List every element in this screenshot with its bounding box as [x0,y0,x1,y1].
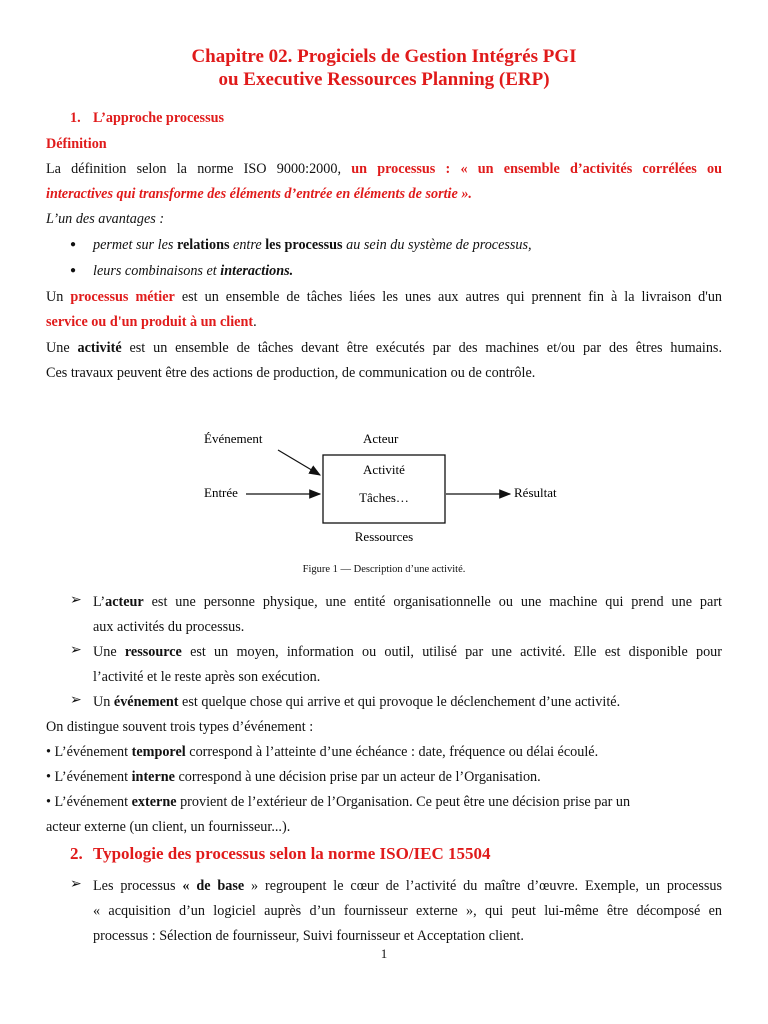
diagram-resultat-label: Résultat [514,485,557,500]
evenement-def [93,693,768,711]
pm-period: . [253,314,257,330]
t3-text2: provient de l’extérieur de l’Organisation. Ce peut être une décision prise par un [176,794,631,810]
activite-line1 [46,339,722,357]
processus-base-line2: « acquisition d’un logiciel auprès d’un fournisseur externe », qui peut lui-même être décomposé en [93,903,722,919]
advantage-1-text3: au sein du système de processus, [342,237,532,253]
event-types-intro: On distingue souvent trois types d’événement : [46,719,314,735]
p1-text: Les processus [93,878,183,894]
diagram-evenement-arrow [278,450,320,475]
activite-line2: Ces travaux peuvent être des actions de production, de communication ou de contrôle. [46,365,536,381]
t2-text2: correspond à une décision prise par un acteur de l’Organisation. [174,769,541,785]
t3-text: • L’événement [46,794,132,810]
evenement-term: événement [113,694,179,710]
act-text: Une [46,340,78,356]
event-type-interne [46,768,722,786]
ressource-def-line1 [93,643,722,661]
diagram-evenement-label: Événement [204,431,263,446]
act-text2: est un ensemble de tâches devant être exécutés par des machines et/ou par des êtres humains. [121,340,723,356]
diagram-acteur-label: Acteur [363,431,399,446]
arrow-bullet-icon: ➢ [70,643,82,658]
activity-diagram [190,420,590,560]
t2-text: • L’événement [46,769,132,785]
acteur-def-line1 [93,593,722,611]
ressource-def-line2: l’activité et le reste après son exécution. [93,669,321,685]
pm-service: service ou d'un produit à un client [46,314,254,330]
advantage-2-interactions: interactions. [220,263,294,279]
ressource-text: Une [93,644,125,660]
diagram-taches-label: Tâches… [359,490,409,505]
processus-metier-line2 [46,313,722,331]
t1-term: temporel [131,744,186,760]
advantage-1-processus: les processus [265,237,343,253]
bullet-dot: ● [70,239,77,250]
definition-line1 [46,160,722,178]
advantage-1 [93,236,768,254]
chapter-title-line1: Chapitre 02. Progiciels de Gestion Intégrés PGI [191,46,577,67]
pm-term: processus métier [70,289,175,305]
act-term: activité [77,340,122,356]
diagram-activite-label: Activité [363,462,405,477]
acteur-term: acteur [105,594,144,610]
section2-number: 2. [70,844,83,863]
pm-text2: est un ensemble de tâches liées les unes aux autres qui prennent fin à la livraison d'un [174,289,723,305]
event-type-externe-line1 [46,793,722,811]
diagram-ressources-label: Ressources [354,529,414,544]
event-type-temporel [46,743,722,761]
arrow-bullet-icon: ➢ [70,593,82,608]
advantages-intro: L’un des avantages : [46,211,165,227]
advantage-1-text2: entre [229,237,266,253]
section2-heading: Typologie des processus selon la norme ISO/IEC 15504 [93,844,491,863]
arrow-bullet-icon: ➢ [70,877,82,892]
advantage-1-text: permet sur les [93,237,177,253]
acteur-text2: est une personne physique, une entité organisationnelle ou une machine qui prend une part [143,594,722,610]
processus-base-line3: processus : Sélection de fournisseur, Suivi fournisseur et Acceptation client. [93,928,524,944]
definition-text: La définition selon la norme ISO 9000:2000, [46,161,352,177]
page-number: 1 [380,946,388,961]
ressource-term: ressource [124,644,182,660]
p1-text2: » regroupent le cœur de l’activité du maître d’œuvre. Exemple, un processus [244,878,723,894]
event-type-externe-line2: acteur externe (un client, un fournisseur...). [46,819,291,835]
evenement-text: Un [93,694,114,710]
advantage-2-text: leurs combinaisons et [93,263,221,279]
t1-text2: correspond à l’atteinte d’une échéance : date, fréquence ou délai écoulé. [185,744,599,760]
evenement-text2: est quelque chose qui arrive et qui provoque le déclenchement d’une activité. [178,694,621,710]
acteur-def-line2: aux activités du processus. [93,619,245,635]
t1-text: • L’événement [46,744,132,760]
t2-term: interne [131,769,175,785]
acteur-text: L’ [93,594,106,610]
definition-quote-start: un processus : « un ensemble d’activités corrélées ou [351,161,722,177]
p1-term: « de base [182,878,245,894]
advantage-2 [93,262,768,280]
arrow-bullet-icon: ➢ [70,693,82,708]
processus-base-line1 [93,877,722,895]
processus-metier-line1 [46,288,722,306]
ressource-text2: est un moyen, information ou outil, utilisé par une activité. Elle est disponible pour [181,644,723,660]
section1-number: 1. [70,110,81,126]
t3-term: externe [131,794,177,810]
pm-text: Un [46,289,71,305]
definition-line2: interactives qui transforme des éléments d’entrée en éléments de sortie ». [46,186,472,202]
chapter-title-line2: ou Executive Ressources Planning (ERP) [218,69,550,90]
definition-label: Définition [46,136,107,152]
advantage-1-relations: relations [176,237,230,253]
bullet-dot: ● [70,265,77,276]
section1-heading: L’approche processus [93,110,224,126]
figure-caption: Figure 1 — Description d’une activité. [302,564,466,575]
diagram-entree-label: Entrée [204,485,238,500]
